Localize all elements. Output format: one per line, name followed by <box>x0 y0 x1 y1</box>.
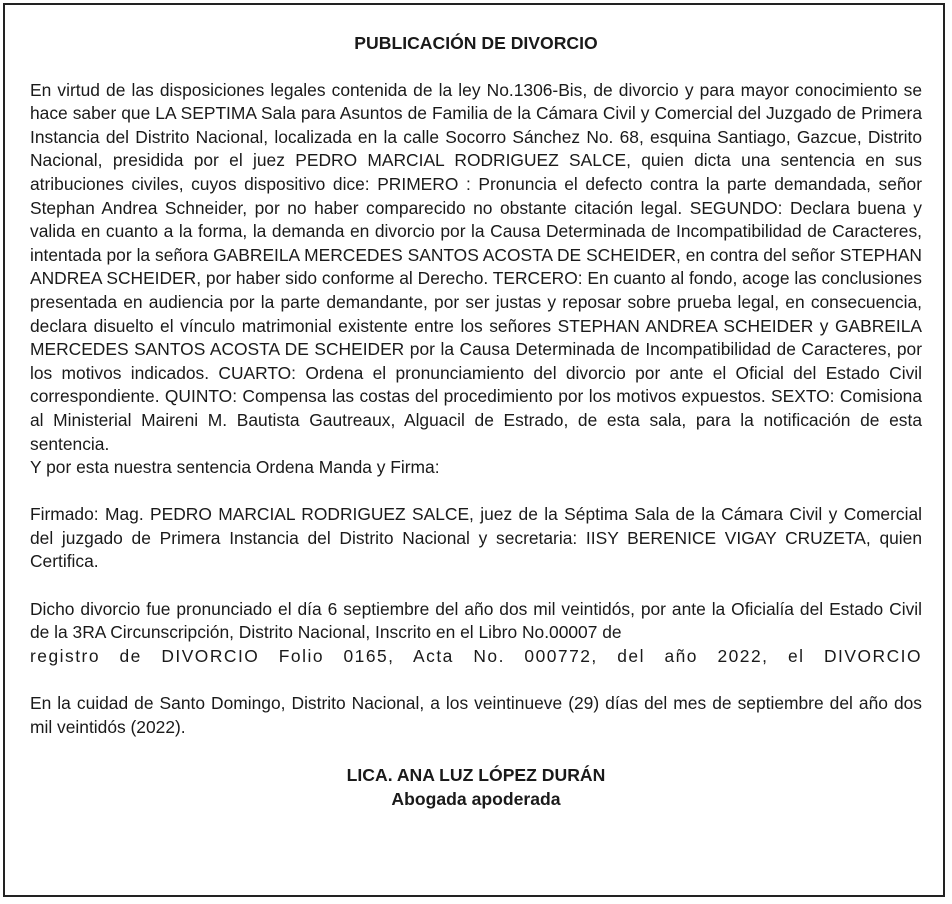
spacer <box>30 480 922 504</box>
sentence-paragraph: En virtud de las disposiciones legales contenida de la ley No.1306-Bis, de divorcio y para mayor conocimiento se hace saber que LA SEPTIMA Sala para Asuntos de Familia de la Cámara Civil y Comercial del Juzgado de Primera Instancia del Distrito Nacional, localizada en la calle Socorro Sánchez No. 68, esquina Santiago, Gazcue, Distrito Nacional, presidida por el juez PEDRO MARCIAL RODRIGUEZ SALCE, quien dicta una sentencia en sus atribuciones civiles, cuyos dispositivo dice: PRIMERO : Pronuncia el defecto contra la parte demandada, señor Stephan Andrea Schneider, por no haber comparecido no obstante citación legal. SEGUNDO: Declara buena y valida en cuanto a la forma, la demanda en divorcio por la Causa Determinada de Incompatibilidad de Caracteres, intentada por la señora GABREILA MERCEDES SANTOS ACOSTA DE SCHEIDER, en contra del señor STEPHAN ANDREA SCHEIDER, por haber sido conforme al Derecho. TERCERO: En cuanto al fondo, acoge las conclusiones presentada en audiencia por la parte demandante, por ser justas y reposar sobre prueba legal, en consecuencia, declara disuelto el vínculo matrimonial existente entre los señores STEPHAN ANDREA SCHEIDER y GABREILA MERCEDES SANTOS ACOSTA DE SCHEIDER por la Causa Determinada de Incompatibilidad de Caracteres, por los motivos indicados. CUARTO: Ordena el pronunciamiento del divorcio por ante el Oficial del Estado Civil correspondiente. QUINTO: Compensa las costas del procedimiento por los motivos expuestos. SEXTO: Comisiona al Ministerial Maireni M. Bautista Gautreaux, Alguacil de Estrado, de esta sala, para la notificación de esta sentencia. <box>30 79 922 454</box>
order-line: Y por esta nuestra sentencia Ordena Manda y Firma: <box>30 457 440 478</box>
signer-name: LICA. ANA LUZ LÓPEZ DURÁN <box>346 764 606 785</box>
spacer <box>30 668 922 692</box>
city-date-paragraph: En la cuidad de Santo Domingo, Distrito Nacional, a los veintinueve (29) días del mes de septiembre del año dos mil veintidós (2022). <box>30 693 922 737</box>
spacer <box>30 574 922 598</box>
signed-paragraph: Firmado: Mag. PEDRO MARCIAL RODRIGUEZ SALCE, juez de la Séptima Sala de la Cámara Civil y Comercial del juzgado de Primera Instancia del Distrito Nacional y secretaria: IISY BERENICE VIGAY CRUZETA, quien Certifica. <box>30 504 922 572</box>
notice-title: PUBLICACIÓN DE DIVORCIO <box>354 33 598 53</box>
notice-content <box>30 32 922 811</box>
spacer <box>30 739 922 763</box>
signer-role: Abogada apoderada <box>391 788 561 809</box>
registry-line: registro de DIVORCIO Folio 0165, Acta No. 000772, del año 2022, el DIVORCIO <box>30 645 922 666</box>
pronounced-paragraph: Dicho divorcio fue pronunciado el día 6 septiembre del año dos mil veintidós, por ante la Oficialía del Estado Civil de la 3RA Circunscripción, Distrito Nacional, Inscrito en el Libro No.00007 de <box>30 598 922 643</box>
